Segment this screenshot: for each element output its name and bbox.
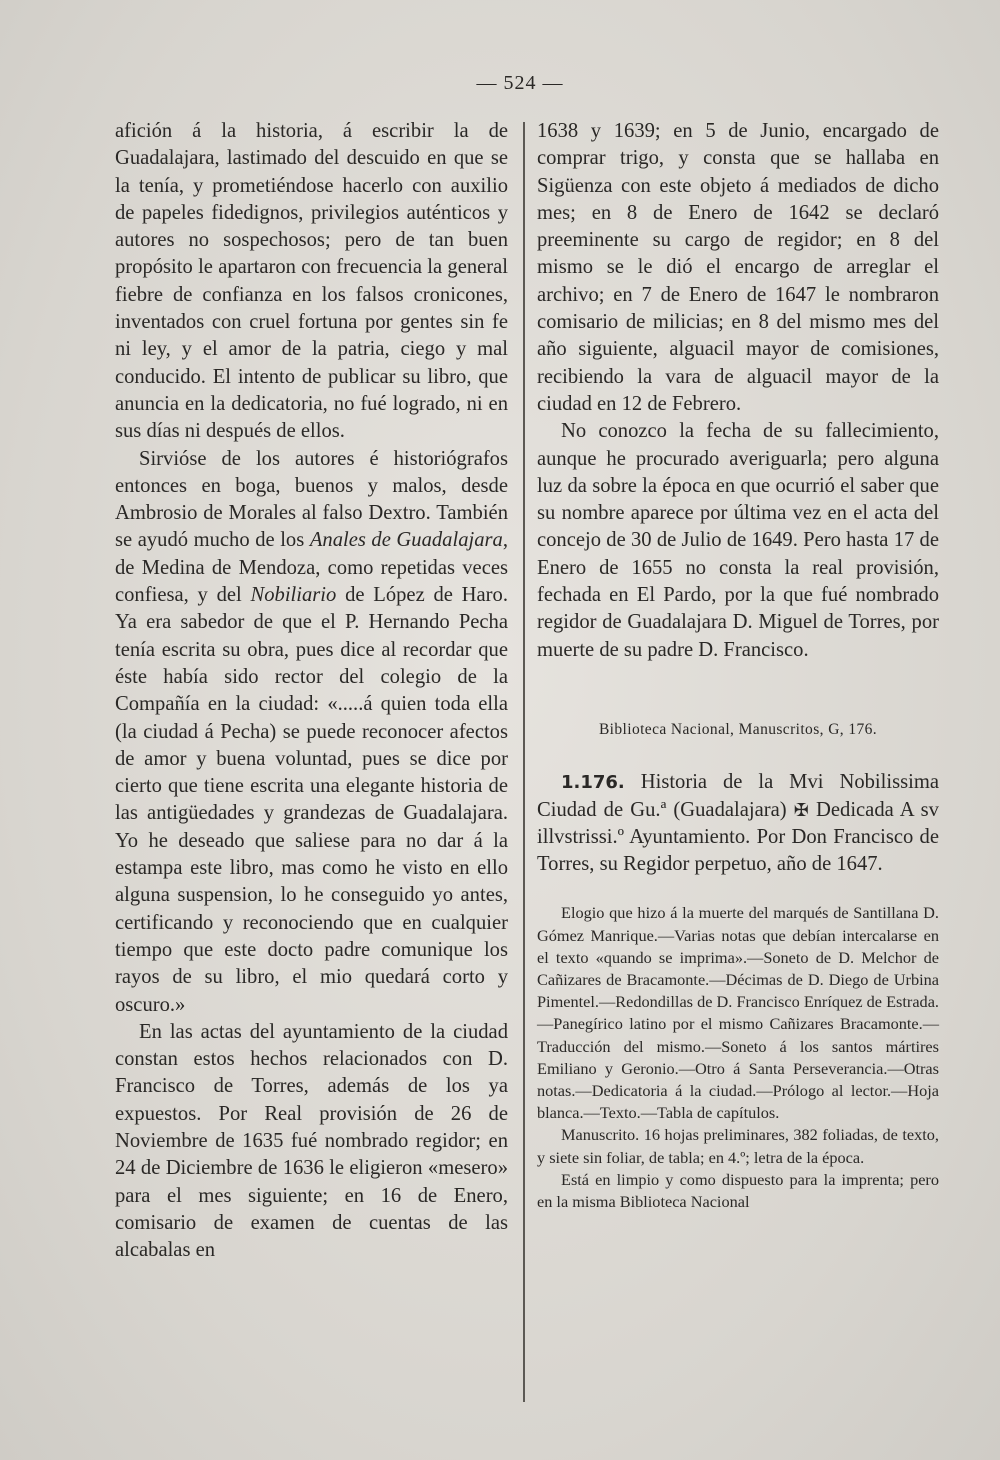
left-column xyxy=(115,118,508,1264)
entry-title-part-2: Dedicada A sv illvstrissi.º Ayuntamiento. Por Don Francisco de Torres, su Regidor perpetuo, año de 1647. xyxy=(537,798,939,876)
bibliographic-entry xyxy=(537,769,939,878)
work-title-anales: Anales de Guadalajara xyxy=(309,529,503,552)
entry-description: Manuscrito. 16 hojas preliminares, 382 foliadas, de texto, y siete sin foliar, de tabla; en 4.º; letra de la época. xyxy=(537,1125,939,1167)
left-paragraph-1: afición á la historia, á escribir la de Guadalajara, lastimado del descuido en que se la tenía, y prometiéndose hacerlo con auxilio de papeles fidedignos, privilegios auténticos y autores no sospechosos; pero de tan buen propósito le apartaron con frecuencia la general fiebre de confianza en los falsos cronicones, inventados con cruel fortuna por gentes sin fe ni ley, y el amor de la patria, ciego y mal conducido. El intento de publicar su libro, que anuncia en la dedicatoria, no fué logrado, ni en sus días ni después de ellos. xyxy=(115,120,508,443)
entry-contents: Elogio que hizo á la muerte del marqués de Santillana D. Gómez Manrique.—Varias notas que debían intercalarse en el texto «quando se imprima».—Soneto de D. Melchor de Cañizares de Bracamonte.—Décimas de D. Diego de Urbina Pimentel.—Redondillas de D. Francisco Enríquez de Estrada.—Panegírico latino por el mismo Cañizares Bracamonte.—Traducción del mismo.—Soneto á los santos mártires Emiliano y Geronio.—Otro á Santa Perseverancia.—Otras notas.—Dedicatoria á la ciudad.—Prólogo al lector.—Hoja blanca.—Texto.—Tabla de capítulos. xyxy=(537,903,939,1123)
entry-title-part-1: Historia de la Mvi Nobilissima Ciudad de Gu.ª (Guadalajara) xyxy=(537,771,939,821)
left-paragraph-2 xyxy=(115,446,508,1019)
right-paragraph-1: 1638 y 1639; en 5 de Junio, encargado de comprar trigo, y consta que se hallaba en Sigüenza con este objeto á mediados de dicho mes; en 8 de Enero de 1642 se declaró preeminente su cargo de regidor; en 8 del mismo se le dió el encargo de arreglar el archivo; en 7 de Enero de 1647 le nombraron comisario de milicias; en 8 del mismo mes del año siguiente, alguacil mayor de comisiones, recibiendo la vara de alguacil mayor de la ciudad en 12 de Febrero. xyxy=(537,120,939,415)
right-paragraph-2: No conozco la fecha de su fallecimiento, aunque he procurado averiguarla; pero alguna luz da sobre la época en que ocurrió el saber que su nombre aparece por última vez en el acta del concejo de 30 de Julio de 1649. Pero hasta 17 de Enero de 1655 no consta la real provisión, fechada en El Pardo, por la que fué nombrado regidor de Guadalajara D. Miguel de Torres, por muerte de su padre D. Francisco. xyxy=(537,420,939,661)
catalog-reference: Biblioteca Nacional, Manuscritos, G, 176. xyxy=(598,720,878,738)
cross-icon: ✠ xyxy=(793,799,809,821)
entry-number: 1.176. xyxy=(561,772,625,794)
page-number: — 524 — xyxy=(476,72,564,94)
left-paragraph-2-part-3: de López de Haro. Ya era sabedor de que el P. Hernando Pecha tenía escrita su obra, pues dice al recordar que éste había sido rector del colegio de la Compañía en la ciudad: «.....á quien toda ella (la ciudad á Pecha) se puede reconocer afectos de amor y buena voluntad, pues se dice por cierto que tiene escrita una elegante historia de las antigüedades y grandezas de Guadalajara. Yo he deseado que saliese para no dar á la estampa este libro, mas como he visto en ello alguna suspension, lo he conseguido yo antes, certificando y reconociendo que en cualquier tiempo que este docto padre comunique los rayos de su libro, el mio quedará corto y oscuro.» xyxy=(115,584,508,1016)
column-divider xyxy=(523,122,525,1402)
left-paragraph-2-part-2: , de Medina de Mendoza, como repetidas veces confiesa, y del xyxy=(115,529,508,607)
entry-note: Está en limpio y como dispuesto para la imprenta; pero en la misma Biblioteca Nacional xyxy=(537,1169,939,1212)
right-column xyxy=(537,118,939,1213)
work-title-nobiliario: Nobiliario xyxy=(250,584,337,607)
left-paragraph-3: En las actas del ayuntamiento de la ciudad constan estos hechos relacionados con D. Francisco de Torres, además de los ya expuestos. Por Real provisión de 26 de Noviembre de 1635 fué nombrado regidor; en 24 de Diciembre de 1636 le eligieron «mesero» para el mes siguiente; en 16 de Enero, comisario de examen de cuentas de las alcabalas en xyxy=(115,1020,508,1262)
left-paragraph-2-part-1: Sirvióse de los autores é historiógrafos entonces en boga, buenos y malos, desde Ambrosio de Morales al falso Dextro. También se ayudó mucho de los xyxy=(115,447,508,552)
